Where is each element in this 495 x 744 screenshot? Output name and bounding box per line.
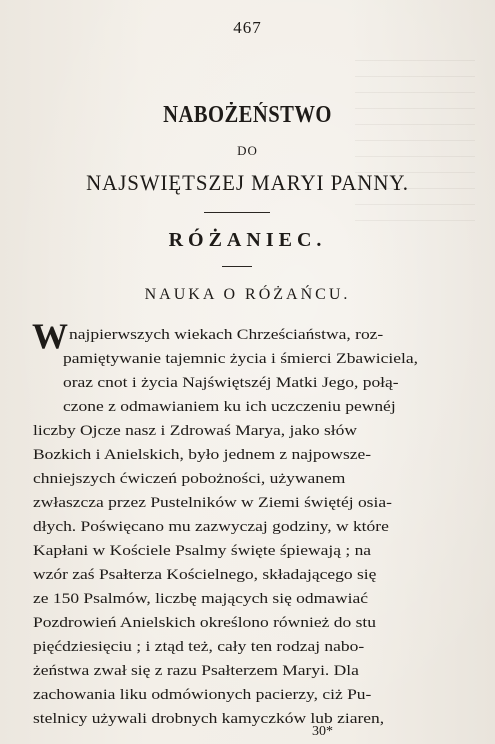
paragraph-line: ze 150 Psalmów, liczbę mających się odmawiać (33, 590, 368, 607)
title-main: NABOŻEŃSTWO (163, 102, 332, 128)
paragraph-line: zwłaszcza przez Pustelników w Ziemi świętéj osia- (33, 494, 392, 511)
title-sub: NAJSWIĘTSZEJ MARYI PANNY. (86, 170, 409, 195)
signature-mark: 30* (312, 724, 333, 739)
subsection-title: NAUKA O RÓŻAŃCU. (144, 286, 351, 303)
paragraph-line: chniejszych ćwiczeń pobożności, używanem (33, 470, 346, 487)
paragraph-line: Pozdrowień Anielskich określono również do stu (33, 614, 376, 631)
paragraph-line: zachowania liku odmówionych pacierzy, ciż Pu- (33, 686, 372, 703)
section-title: RÓŻANIEC. (168, 229, 327, 251)
paragraph-line: oraz cnot i życia Najświętszéj Matki Jego, połą- (63, 374, 399, 391)
drop-cap: W (32, 316, 68, 356)
paragraph-line: dłych. Poświęcano mu zazwyczaj godziny, w które (33, 518, 389, 535)
paragraph-line: pamiętywanie tajemnic życia i śmierci Zbawiciela, (63, 350, 418, 367)
paragraph-line: najpierwszych wiekach Chrześciaństwa, roz- (69, 326, 384, 343)
title-do: DO (237, 143, 258, 158)
page-number: 467 (233, 18, 262, 37)
paragraph-line: Kapłani w Kościele Psalmy święte śpiewają ; na (33, 542, 372, 559)
paragraph-line: czone z odmawianiem ku ich uczczeniu pewnéj (63, 398, 396, 415)
paragraph-line: Bozkich i Anielskich, było jednem z najpowsze- (33, 446, 372, 463)
paragraph-line: pięćdziesięciu ; i ztąd też, cały ten rodzaj nabo- (33, 638, 365, 655)
paragraph-line: żeństwa zwał się z razu Psałterzem Maryi. Dla (33, 662, 359, 679)
paragraph-line: wzór zaś Psałterza Kościelnego, składającego się (33, 566, 377, 583)
paragraph-line: stelnicy używali drobnych kamyczków lub ziaren, (33, 710, 385, 727)
paragraph-line: liczby Ojcze nasz i Zdrowaś Marya, jako słów (33, 422, 357, 439)
